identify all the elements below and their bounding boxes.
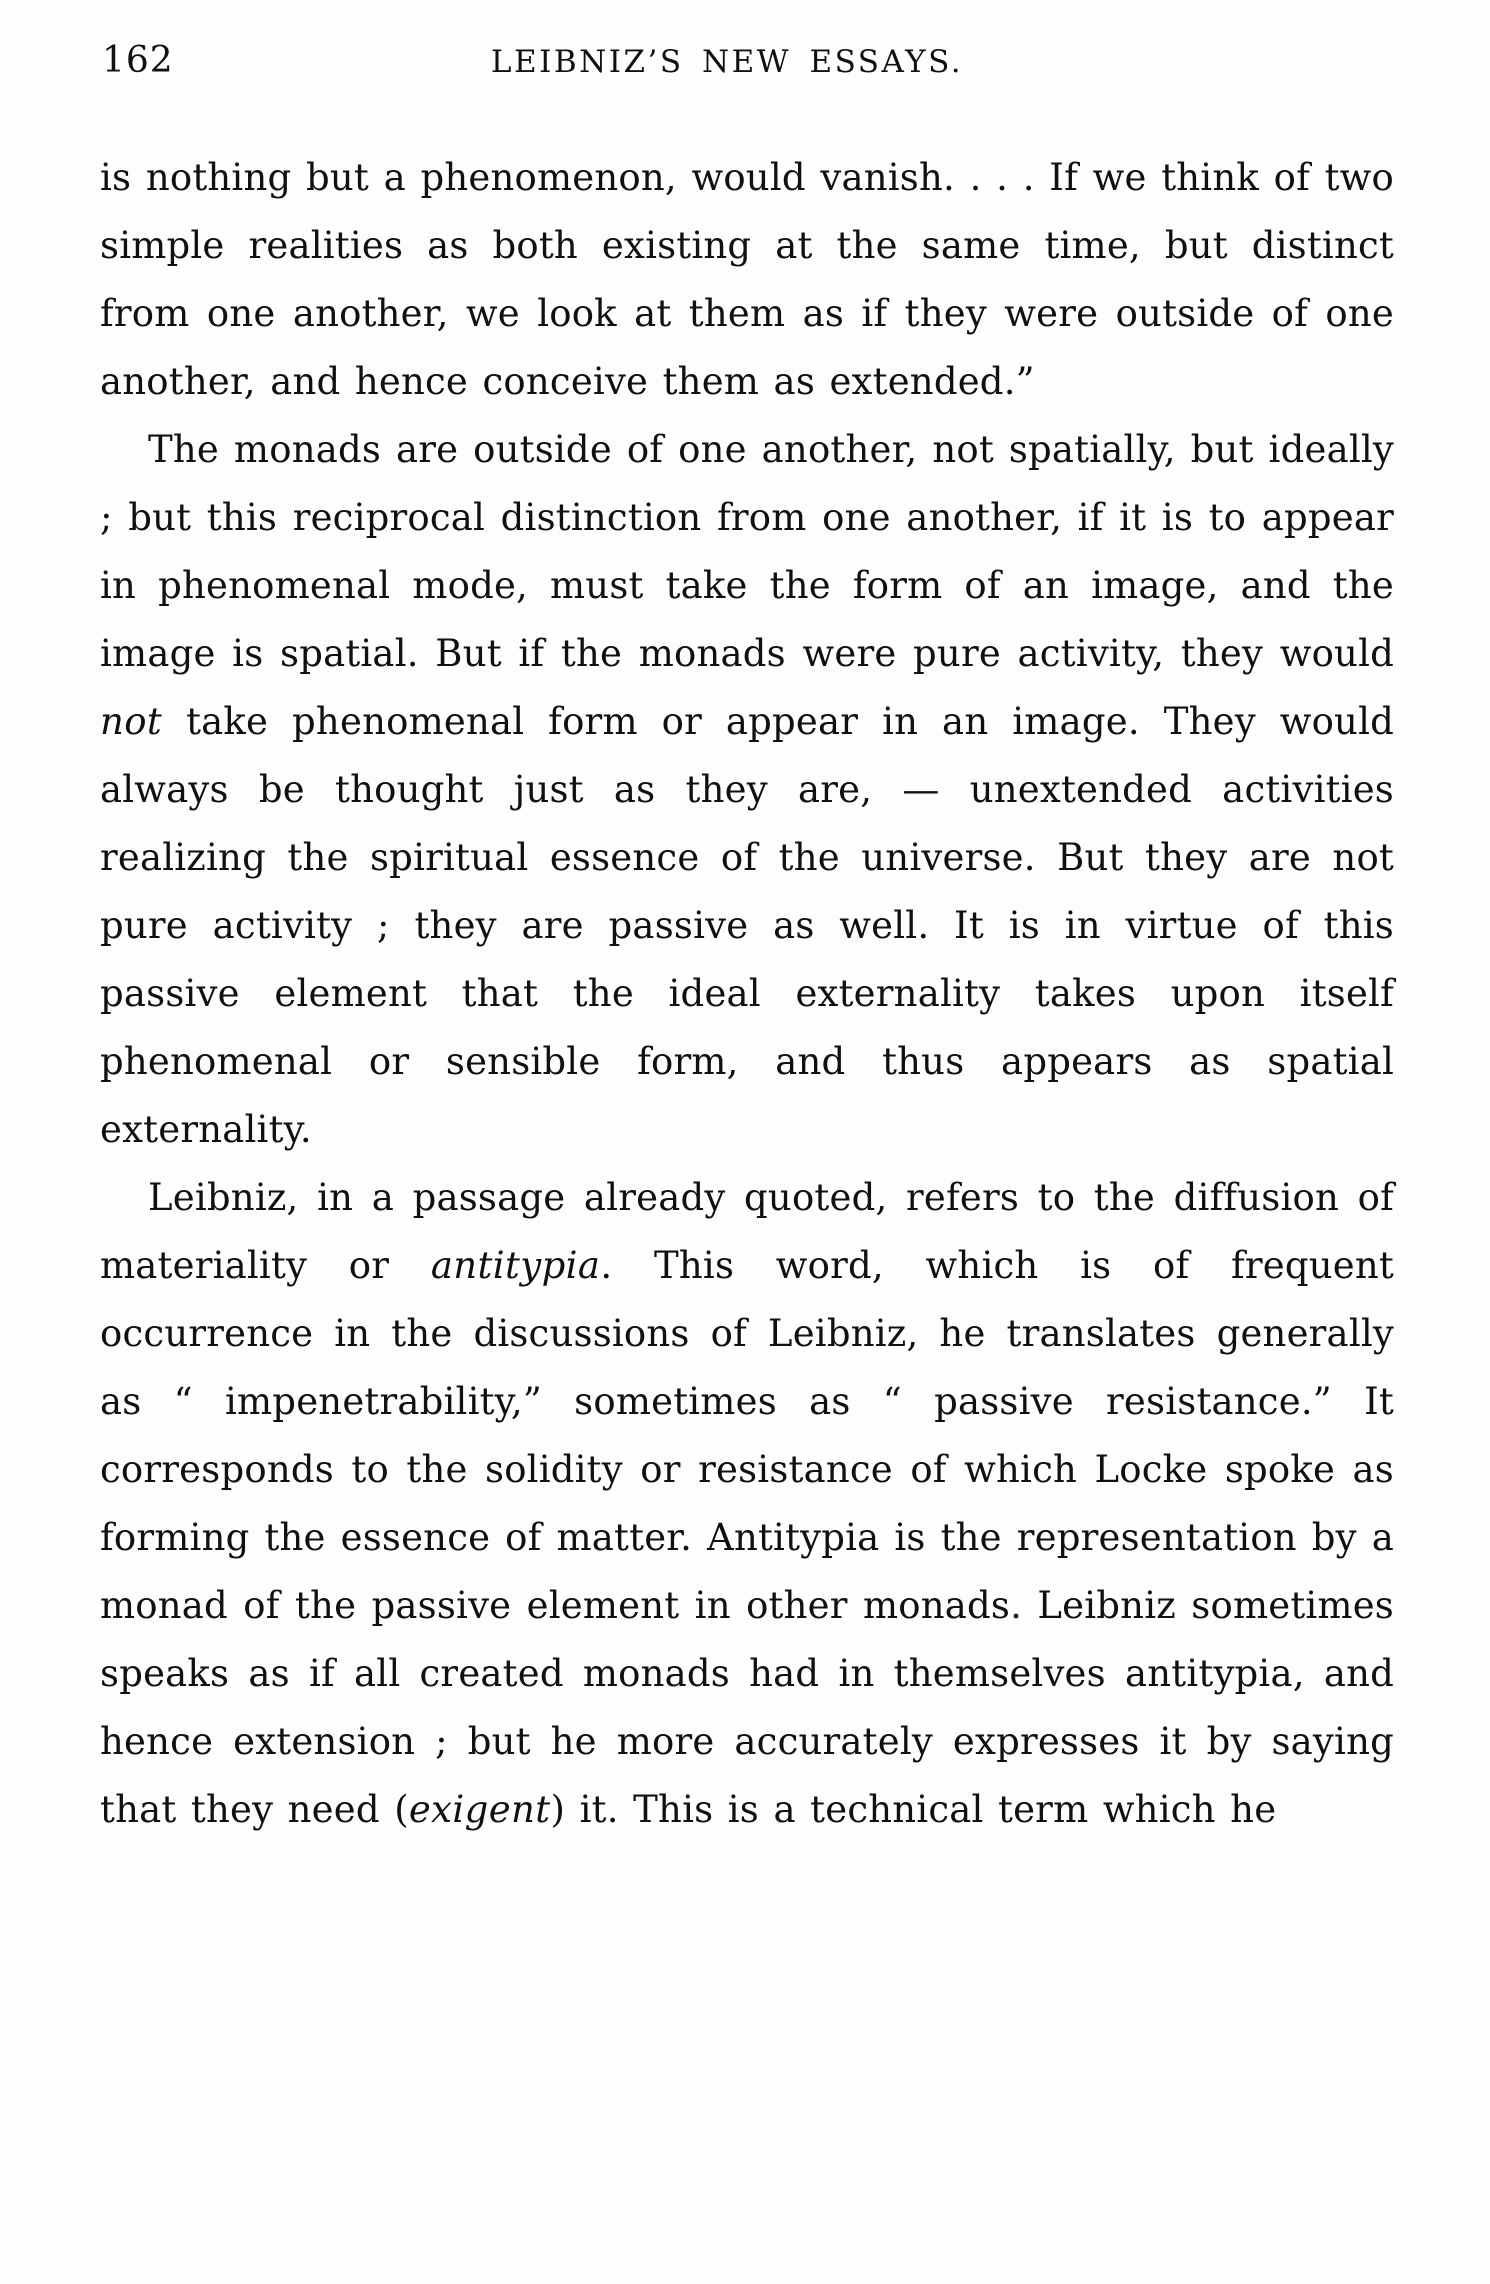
italic-term: antitypia — [430, 1244, 601, 1287]
page-header — [100, 40, 1394, 102]
text-segment: Leibniz, in a passage already quoted, refers to the diffusion of materiality or — [100, 1176, 1394, 1287]
text-segment: The monads are outside of one another, not spatially, but ideally ; but this reciprocal distinction from one another, if it is to appear in phenomenal mode, must take the form of an image, and the image is spatial. But if the monads were pure activity, they would — [100, 428, 1394, 675]
text-segment: take phenomenal form or appear in an image. They would always be thought just as they are, — unextended activities realizing the spiritual essence of the universe. But they are not pure activity ; they are passive as well. It is in virtue of this passive element that the ideal externality takes upon itself phenomenal or sensible form, and thus appears as spatial externality. — [100, 700, 1394, 1151]
paragraph — [100, 416, 1394, 1164]
text-segment: ) it. This is a technical term which he — [550, 1788, 1277, 1831]
text-segment: . This word, which is of frequent occurrence in the discussions of Leibniz, he translates generally as “ impenetrability,” sometimes as “ passive resistance.” It corresponds to the solidity or resistance of which Locke spoke as forming the essence of matter. Antitypia is the representation by a monad of the passive element in other monads. Leibniz sometimes speaks as if all created monads had in themselves antitypia, and hence extension ; but he more accurately expresses it by saying that they need ( — [100, 1244, 1394, 1831]
text-segment: is nothing but a phenomenon, would vanish. . . . If we think of two simple realities as both existing at the same time, but distinct from one another, we look at them as if they were outside of one another, and hence conceive them as extended.” — [100, 156, 1394, 403]
italic-term: exigent — [408, 1788, 551, 1831]
running-title: LEIBNIZ’S NEW ESSAYS. — [490, 44, 964, 80]
paragraph — [100, 144, 1394, 416]
italic-term: not — [100, 700, 163, 743]
paragraph — [100, 1164, 1394, 1844]
body-text — [100, 144, 1394, 1844]
page-number: 162 — [102, 40, 174, 81]
